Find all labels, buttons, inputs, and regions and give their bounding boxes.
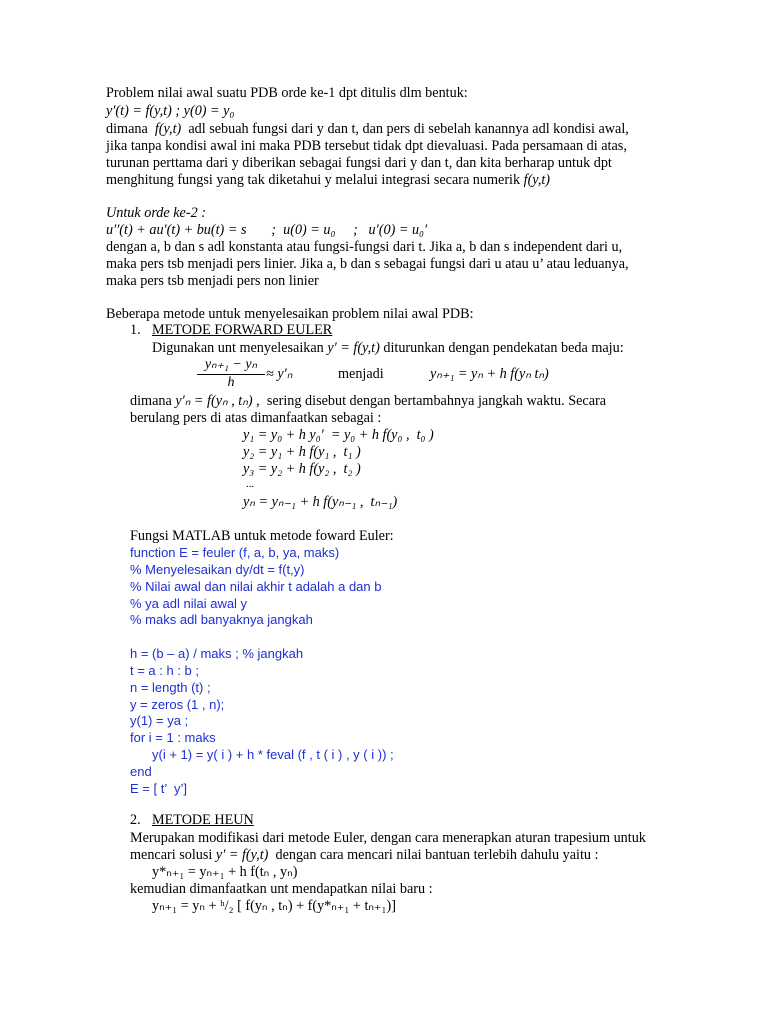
fraction-denominator: h: [227, 375, 235, 390]
code-line-9: y = zeros (1 , n);: [130, 697, 225, 712]
euler-dimana-pre: dimana: [130, 393, 172, 409]
heun-line-2-pre: mencari solusi: [130, 847, 213, 863]
code-line-10: y(1) = ya ;: [130, 713, 189, 728]
intro-line-2: [106, 121, 629, 138]
heun-heading: METODE HEUN: [152, 812, 254, 828]
intro-line-5: [106, 172, 550, 189]
heun-line-3: kemudian dimanfaatkan unt mendapatkan nilai baru :: [130, 881, 433, 897]
euler-desc-pre: Digunakan unt menyelesaikan: [152, 340, 324, 356]
heun-line-2-post: dengan cara mencari nilai bantuan terlebih dahulu yaitu :: [275, 847, 599, 863]
code-line-6: h = (b – a) / maks ; % jangkah: [130, 646, 304, 661]
code-line-11: for i = 1 : maks: [130, 730, 216, 745]
methods-intro: Beberapa metode untuk menyelesaikan problem nilai awal PDB:: [106, 306, 474, 322]
code-line-14: E = [ t’ y’]: [130, 781, 187, 796]
heun-line-2: [130, 847, 599, 864]
menjadi-label: menjadi: [338, 366, 384, 382]
order2-title: Untuk orde ke-2 :: [106, 205, 206, 221]
code-line-1: function E = feuler (f, a, b, ya, maks): [130, 545, 340, 560]
heun-line-2-eq: y′ = f(y,t): [215, 847, 269, 863]
code-line-7: t = a : h : b ;: [130, 663, 200, 678]
intro-line-3: jika tanpa kondisi awal ini maka PDB tersebut tidak dpt dievaluasi. Pada persamaan di atas,: [106, 138, 627, 154]
euler-step-2: y₂ = y₁ + h f(y₁ , t₁ ): [243, 444, 361, 460]
approx-derivative: ≈ y′ₙ: [266, 366, 293, 382]
euler-dimana-post: sering disebut dengan bertambahnya jangkah waktu. Secara: [266, 393, 607, 409]
euler-heading: METODE FORWARD EULER: [152, 322, 333, 338]
euler-dimana-eq: y′ₙ = f(yₙ , tₙ) ,: [175, 393, 260, 409]
intro-line-5-f: f(y,t): [523, 172, 551, 188]
code-line-3: % Nilai awal dan nilai akhir t adalah a dan b: [130, 579, 382, 594]
euler-description: [152, 340, 624, 357]
intro-line-1: Problem nilai awal suatu PDB orde ke-1 dpt ditulis dlm bentuk:: [106, 85, 468, 101]
euler-dimana-line: [130, 393, 606, 410]
code-line-5: % maks adl banyaknya jangkah: [130, 612, 313, 627]
intro-line-4: turunan perttama dari y diberikan sebagai fungsi dari y dan t, dan kita berharap untuk dpt: [106, 155, 612, 171]
intro-line-5-text: menghitung fungsi yang tak diketahui y melalui integrasi secara numerik: [106, 172, 521, 188]
fraction-numerator: yₙ₊₁ − yₙ: [197, 357, 265, 375]
euler-step-3: y₃ = y₂ + h f(y₂ , t₂ ): [243, 461, 361, 477]
euler-result-formula: yₙ₊₁ = yₙ + h f(yₙ tₙ): [430, 366, 549, 382]
euler-berulang-line: berulang pers di atas dimanfaatkan sebagai :: [130, 410, 382, 426]
heun-heading-number: 2.: [130, 812, 141, 828]
intro-line-2-pre: dimana: [106, 121, 148, 137]
code-line-13: end: [130, 764, 152, 779]
order2-line-1: dengan a, b dan s adl konstanta atau fungsi-fungsi dari t. Jika a, b dan s independent dari u,: [106, 239, 623, 255]
euler-heading-number: 1.: [130, 322, 141, 338]
heun-line-1: Merupakan modifikasi dari metode Euler, dengan cara menerapkan aturan trapesium untuk: [130, 830, 646, 846]
euler-step-1: y₁ = y₀ + h y₀′ = y₀ + h f(y₀ , t₀ ): [243, 427, 434, 443]
code-line-12: y(i + 1) = y( i ) + h * feval (f , t ( i ) , y ( i )) ;: [152, 747, 394, 762]
euler-step-n: yₙ = yₙ₋₁ + h f(yₙ₋₁ , tₙ₋₁): [243, 494, 398, 510]
code-line-2: % Menyelesaikan dy/dt = f(t,y): [130, 562, 305, 577]
euler-step-ellipsis: ...: [246, 478, 255, 490]
heun-predictor-equation: y*ₙ₊₁ = yₙ₊₁ + h f(tₙ , yₙ): [152, 864, 298, 880]
order2-equation: u′′(t) + au′(t) + bu(t) = s ; u(0) = u₀ ; u′(0) = u₀′: [106, 222, 428, 238]
code-line-4: % ya adl nilai awal y: [130, 596, 248, 611]
forward-difference-fraction: [197, 357, 265, 391]
euler-desc-post: diturunkan dengan pendekatan beda maju:: [383, 340, 624, 356]
intro-line-2-f: f(y,t): [154, 121, 182, 137]
euler-desc-eq: y′ = f(y,t): [327, 340, 380, 356]
code-line-8: n = length (t) ;: [130, 680, 211, 695]
heun-corrector-equation: yₙ₊₁ = yₙ + ʰ/₂ [ f(yₙ , tₙ) + f(y*ₙ₊₁ + tₙ₊₁)]: [152, 898, 396, 914]
intro-equation: y′(t) = f(y,t) ; y(0) = y₀: [106, 103, 235, 119]
order2-line-3: maka pers tsb menjadi pers non linier: [106, 273, 319, 289]
order2-line-2: maka pers tsb menjadi pers linier. Jika a, b dan s sebagai fungsi dari u atau u’ atau leduanya,: [106, 256, 629, 272]
intro-line-2-post: adl sebuah fungsi dari y dan t, dan pers di sebelah kanannya adl kondisi awal,: [188, 121, 629, 137]
matlab-title: Fungsi MATLAB untuk metode foward Euler:: [130, 528, 394, 544]
